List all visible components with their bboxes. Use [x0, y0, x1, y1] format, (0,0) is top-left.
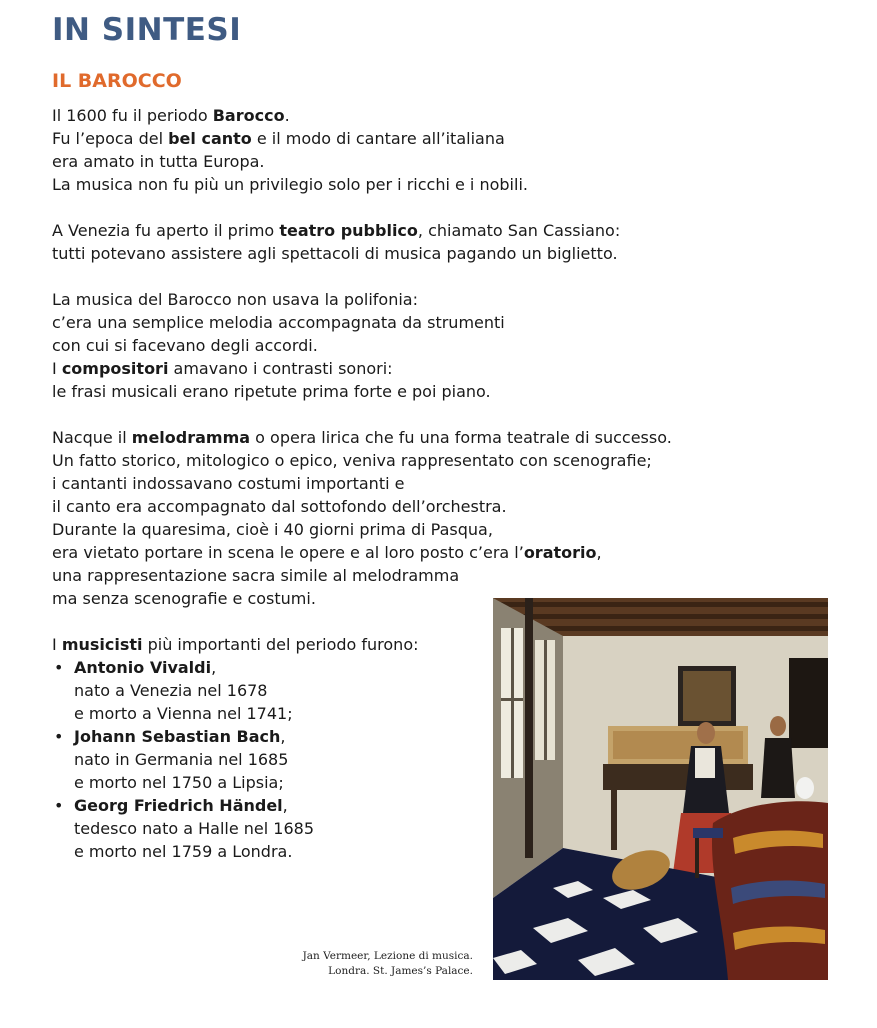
text-run: Il 1600 fu il periodo — [52, 106, 213, 125]
keyword-teatro-pubblico: teatro pubblico — [279, 221, 418, 240]
text-run: più importanti del periodo furono: — [142, 635, 419, 654]
text-run: I — [52, 359, 62, 378]
page-title: IN SINTESI — [52, 12, 242, 48]
image-caption — [250, 949, 473, 979]
text-run: era vietato portare in scena le opere e al loro posto c’era l’ — [52, 543, 524, 562]
text-run: , — [282, 796, 288, 815]
text-line — [52, 541, 792, 564]
wall-mirror — [789, 658, 828, 748]
bullet-icon: • — [54, 727, 64, 746]
paragraph-barocco — [52, 104, 792, 196]
man-body — [761, 738, 795, 798]
window-frame — [544, 640, 547, 760]
painting-image — [493, 598, 828, 980]
text-line: con cui si facevano degli accordi. — [52, 336, 318, 355]
painting-illustration — [493, 598, 828, 980]
man-head — [770, 716, 786, 736]
text-line: i cantanti indossavano costumi importanti e — [52, 474, 405, 493]
pillar — [525, 598, 533, 858]
woman-head — [697, 722, 715, 744]
text-run: , — [596, 543, 602, 562]
text-line — [52, 127, 792, 150]
window-frame — [511, 628, 514, 778]
text-run: e il modo di cantare all’italiana — [251, 129, 505, 148]
virginal-leg — [611, 790, 617, 850]
text-line: La musica non fu più un privilegio solo per i ricchi e i nobili. — [52, 175, 528, 194]
text-line: le frasi musicali erano ripetute prima forte e poi piano. — [52, 382, 491, 401]
text-run: Nacque il — [52, 428, 132, 447]
virginal-body — [603, 764, 753, 790]
text-line — [52, 219, 792, 242]
text-line — [52, 357, 792, 380]
text-line: tutti potevano assistere agli spettacoli di musica pagando un biglietto. — [52, 244, 618, 263]
paragraph-musica — [52, 288, 792, 403]
text-line: Un fatto storico, mitologico o epico, veniva rappresentato con scenografie; — [52, 451, 652, 470]
musician-name: Johann Sebastian Bach — [74, 727, 281, 746]
text-line: e morto a Vienna nel 1741; — [74, 704, 293, 723]
wall-painting-canvas — [683, 671, 731, 721]
jug — [796, 777, 814, 799]
text-line: e morto nel 1759 a Londra. — [74, 842, 293, 861]
text-line: una rappresentazione sacra simile al melodramma — [52, 566, 460, 585]
keyword-compositori: compositori — [61, 359, 169, 378]
text-line: nato in Germania nel 1685 — [74, 750, 289, 769]
text-line: Durante la quaresima, cioè i 40 giorni prima di Pasqua, — [52, 520, 493, 539]
musician-name: Georg Friedrich Händel — [74, 796, 283, 815]
text-line: c’era una semplice melodia accompagnata da strumenti — [52, 313, 505, 332]
keyword-barocco: Barocco — [212, 106, 285, 125]
text-line: La musica del Barocco non usava la polifonia: — [52, 290, 418, 309]
text-run: , — [280, 727, 286, 746]
text-run: , — [211, 658, 217, 677]
keyword-melodramma: melodramma — [131, 428, 251, 447]
text-line: ma senza scenografie e costumi. — [52, 589, 316, 608]
text-line — [52, 104, 792, 127]
text-line — [52, 426, 792, 449]
musician-name: Antonio Vivaldi — [74, 658, 212, 677]
ceiling-beam — [493, 602, 828, 607]
window-frame — [501, 698, 523, 701]
chair-seat — [693, 828, 723, 838]
virginal-lid-panel — [613, 731, 743, 759]
keyword-bel-canto: bel canto — [168, 129, 252, 148]
paragraph-teatro — [52, 219, 792, 265]
text-run: Fu l’epoca del — [52, 129, 169, 148]
text-run: . — [284, 106, 290, 125]
bullet-icon: • — [54, 796, 64, 815]
bullet-icon: • — [54, 658, 64, 677]
keyword-musicisti: musicisti — [61, 635, 143, 654]
text-line: tedesco nato a Halle nel 1685 — [74, 819, 314, 838]
text-line: era amato in tutta Europa. — [52, 152, 265, 171]
paragraph-melodramma — [52, 426, 792, 610]
text-line: e morto nel 1750 a Lipsia; — [74, 773, 284, 792]
ceiling-beam — [493, 614, 828, 619]
caption-line: Jan Vermeer, Lezione di musica. — [302, 950, 473, 962]
text-run: amavano i contrasti sonori: — [168, 359, 393, 378]
chair-leg — [695, 838, 699, 878]
keyword-oratorio: oratorio — [523, 543, 597, 562]
text-line: nato a Venezia nel 1678 — [74, 681, 268, 700]
section-title: IL BAROCCO — [52, 70, 182, 92]
text-run: A Venezia fu aperto il primo — [52, 221, 280, 240]
text-line: il canto era accompagnato dal sottofondo dell’orchestra. — [52, 497, 507, 516]
text-run: I — [52, 635, 62, 654]
text-run: o opera lirica che fu una forma teatrale di successo. — [250, 428, 672, 447]
caption-line: Londra. St. James’s Palace. — [328, 965, 473, 977]
text-run: , chiamato San Cassiano: — [417, 221, 621, 240]
woman-collar — [695, 748, 715, 778]
